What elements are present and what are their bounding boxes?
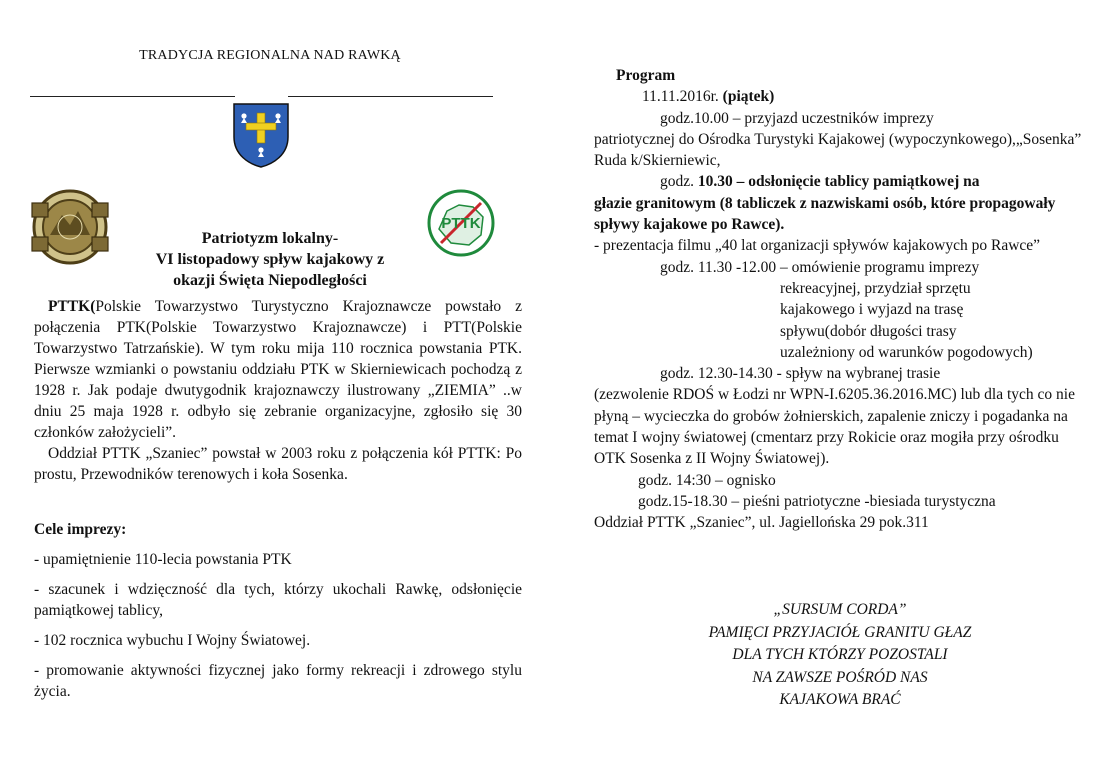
goal-item: - promowanie aktywności fizycznej jako formy rekreacji i zdrowego stylu życia. [34,662,522,700]
event-1-text: – przyjazd uczestników imprezy [728,109,934,127]
motto-line: DLA TYCH KTÓRZY POZOSTALI [732,646,948,663]
event-3-line-1: rekreacyjnej, przydział sprzętu [780,279,971,297]
event-1-continuation: patriotycznej do Ośrodka Turystyki Kajakowej (wypoczynkowego),„Sosenka” Ruda k/Skierniewic, [594,130,1082,170]
program-event-4 [594,363,1086,384]
event-4-text: - spływ na wybranej trasie [772,365,941,383]
event-3-line-4: uzależniony od warunków pogodowych) [780,343,1033,361]
event-3-text: omówienie programu imprezy [787,258,980,276]
goal-item: - szacunek i wdzięczność dla tych, którzy ukochali Rawkę, odsłonięcie pamiątkowej tablicy, [34,581,522,619]
goal-item: - upamiętnienie 110-lecia powstania PTK [34,551,292,568]
header-rule-right [288,96,493,97]
program-section [594,65,1086,534]
title-line-2: VI listopadowy spływ kajakowy z [155,251,385,268]
intro-section [34,296,522,485]
goals-section [34,519,522,711]
header-title: TRADYCJA REGIONALNA NAD RAWKĄ [139,48,401,63]
title-line-1: Patriotyzm lokalny- [201,230,339,247]
intro-paragraph-1 [34,296,522,443]
motto-line: KAJAKOWA BRAĆ [779,691,901,708]
event-2-time: 10.30 [697,173,733,191]
pttk-logo-icon [425,187,497,259]
pttk-logo-text: PTTK [441,215,481,232]
motto-line: NA ZAWSZE POŚRÓD NAS [752,668,928,686]
motto-line: PAMIĘCI PRZYJACIÓŁ GRANITU GŁAZ [708,623,972,641]
program-date-day: (piątek) [722,88,775,106]
event-4-continuation: (zezwolenie RDOŚ w Łodzi nr WPN-I.6205.36.2016.MC) lub dla tych co nie płyną – wycieczka do grobów żołnierskich, zapalenie zniczy i pogadanka na temat I wojny światowej (cmentarz przy Rokicie oraz mogiła przy ośrodku OTK Sosenka z II Wojny Światowej). [594,386,1075,468]
program-footer: Oddział PTTK „Szaniec”, ul. Jagiellońska 29 pok.311 [594,514,929,532]
event-3-time: godz. 11.30 -12.00 – [660,258,788,276]
program-date-value: 11.11.2016r. [642,88,723,106]
event-1-time: godz.10.00 [660,109,729,127]
title-line-3: okazji Święta Niepodległości [173,272,367,289]
event-3-line-2: kajakowego i wyjazd na trasę [780,301,964,319]
event-3-line-3: spływu(dobór długości trasy [780,322,957,340]
intro-pttk-lead: PTTK( [48,298,96,315]
program-event-2 [594,171,1086,192]
pttk-jubilee-badge-icon [28,185,112,269]
event-4-time: godz. 12.30-14.30 [660,365,773,383]
header-rule-left [30,96,235,97]
goals-heading: Cele imprezy: [34,521,127,538]
event-2-text: – odsłonięcie tablicy pamiątkowej na [732,173,980,191]
coat-of-arms-icon [231,101,291,169]
event-2-film: - prezentacja filmu „40 lat organizacji spływów kajakowych po Rawce” [594,237,1041,255]
intro-paragraph-2: Oddział PTTK „Szaniec” powstał w 2003 roku z połączenia kół PTTK: Po prostu, Przewodników terenowych i koła Sosenka. [34,445,522,483]
motto-line: „SURSUM CORDA” [773,601,907,618]
program-event-3 [594,257,1086,278]
event-2-prefix: godz. [660,173,698,191]
program-date [594,86,1086,107]
motto-section [594,599,1086,712]
program-event-6: godz.15-18.30 – pieśni patriotyczne -biesiada turystyczna [638,492,996,510]
goal-item: - 102 rocznica wybuchu I Wojny Światowej. [34,632,311,649]
intro-paragraph-1-text: Polskie Towarzystwo Turystyczno Krajoznawcze powstało z połączenia PTK(Polskie Towarzystwo Krajoznawcze) i PTT(Polskie Towarzystwo Tatrzańskie). W tym roku mija 110 rocznica powstania PTK. Pierwsze wzmianki o powstaniu oddziału PTK w Skierniewicach pochodzą z 1928 r. Jak podaje dwutygodnik krajoznawczy ilustrowany „ZIEMIA” ..w dniu 25 maja 1928 r. odbyło się zebranie organizacyjne, zgłosiło się 30 członków założycieli”. [34,298,522,441]
program-event-5: godz. 14:30 – ognisko [638,471,776,489]
program-event-1 [594,108,1086,129]
program-heading: Program [616,67,676,84]
leaflet-title [120,228,420,291]
event-2-continuation: głazie granitowym (8 tabliczek z nazwiskami osób, które propagowały spływy kajakowe po Rawce). [594,194,1056,234]
